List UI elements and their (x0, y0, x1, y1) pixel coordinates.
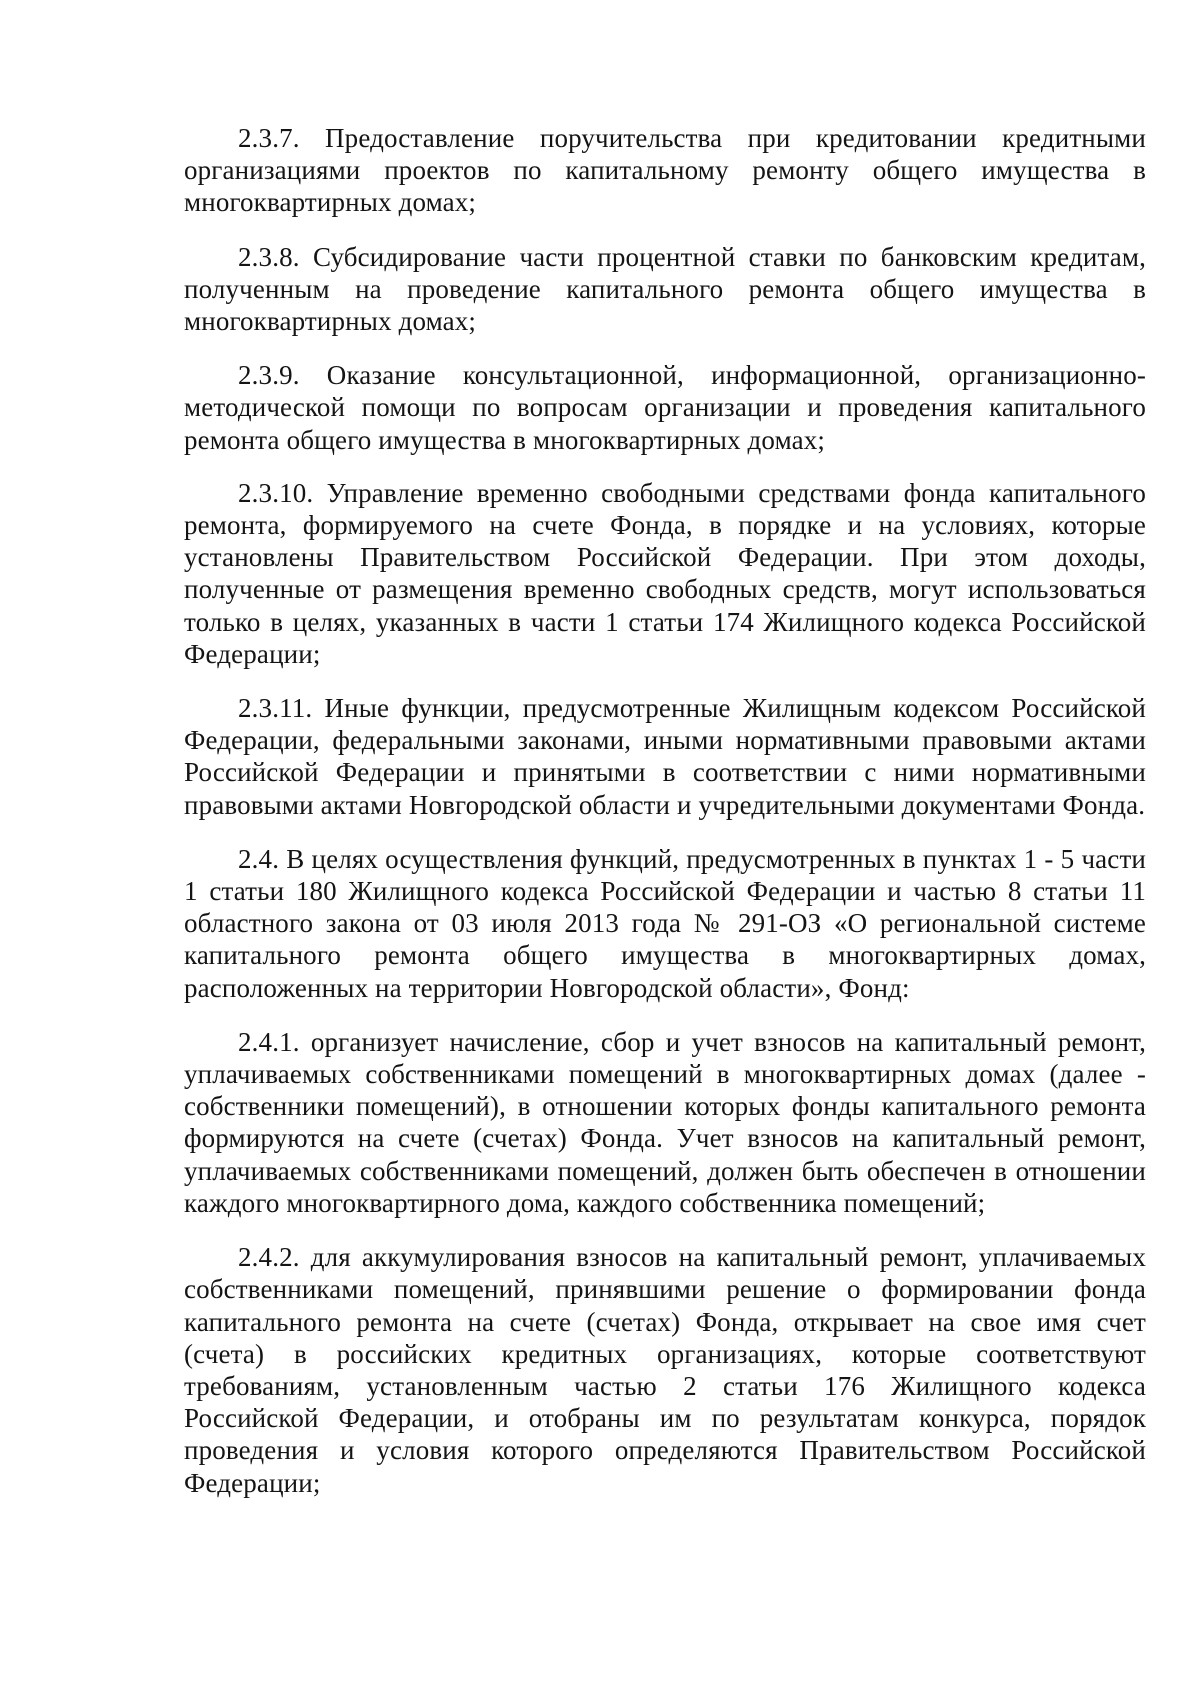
paragraph-2-4-1: 2.4.1. организует начисление, сбор и учет взносов на капитальный ремонт, уплачиваемых собственниками помещений в многоквартирных домах (далее - собственники помещений), в отношении которых фонды капитального ремонта формируются на счете (счетах) Фонда. Учет взносов на капитальный ремонт, уплачиваемых собственниками помещений, должен быть обеспечен в отношении каждого многоквартирного дома, каждого собственника помещений; (184, 1026, 1146, 1218)
paragraph-2-3-7: 2.3.7. Предоставление поручительства при кредитовании кредитными организациями проектов по капитальному ремонту общего имущества в многоквартирных домах; (184, 123, 1146, 218)
paragraph-2-3-11: 2.3.11. Иные функции, предусмотренные Жилищным кодексом Российской Федерации, федеральными законами, иными нормативными правовыми актами Российской Федерации и принятыми в соответствии с ними нормативными правовыми актами Новгородской области и учредительными документами Фонда. (184, 693, 1146, 820)
paragraph-2-3-8: 2.3.8. Субсидирование части процентной ставки по банковским кредитам, полученным на проведение капитального ремонта общего имущества в многоквартирных домах; (184, 241, 1146, 337)
paragraph-2-3-9: 2.3.9. Оказание консультационной, информационной, организационно-методической помощи по вопросам организации и проведения капитального ремонта общего имущества в многоквартирных домах; (184, 360, 1146, 455)
paragraph-2-4: 2.4. В целях осуществления функций, предусмотренных в пунктах 1 - 5 части 1 статьи 180 Жилищного кодекса Российской Федерации и частью 8 статьи 11 областного закона от 03 июля 2013 года № 291-ОЗ «О региональной системе капитального ремонта общего имущества в многоквартирных домах, расположенных на территории Новгородской области», Фонд: (184, 843, 1146, 1003)
document-body (184, 122, 1146, 1521)
paragraph-2-4-2: 2.4.2. для аккумулирования взносов на капитальный ремонт, уплачиваемых собственниками помещений, принявшими решение о формировании фонда капитального ремонта на счете (счетах) Фонда, открывает на свое имя счет (счета) в российских кредитных организациях, которые соответствуют требованиям, установленным частью 2 статьи 176 Жилищного кодекса Российской Федерации, и отобраны им по результатам конкурса, порядок проведения и условия которого определяются Правительством Российской Федерации; (184, 1242, 1146, 1498)
paragraph-2-3-10: 2.3.10. Управление временно свободными средствами фонда капитального ремонта, формируемого на счете Фонда, в порядке и на условиях, которые установлены Правительством Российской Федерации. При этом доходы, полученные от размещения временно свободных средств, могут использоваться только в целях, указанных в части 1 статьи 174 Жилищного кодекса Российской Федерации; (184, 477, 1146, 669)
